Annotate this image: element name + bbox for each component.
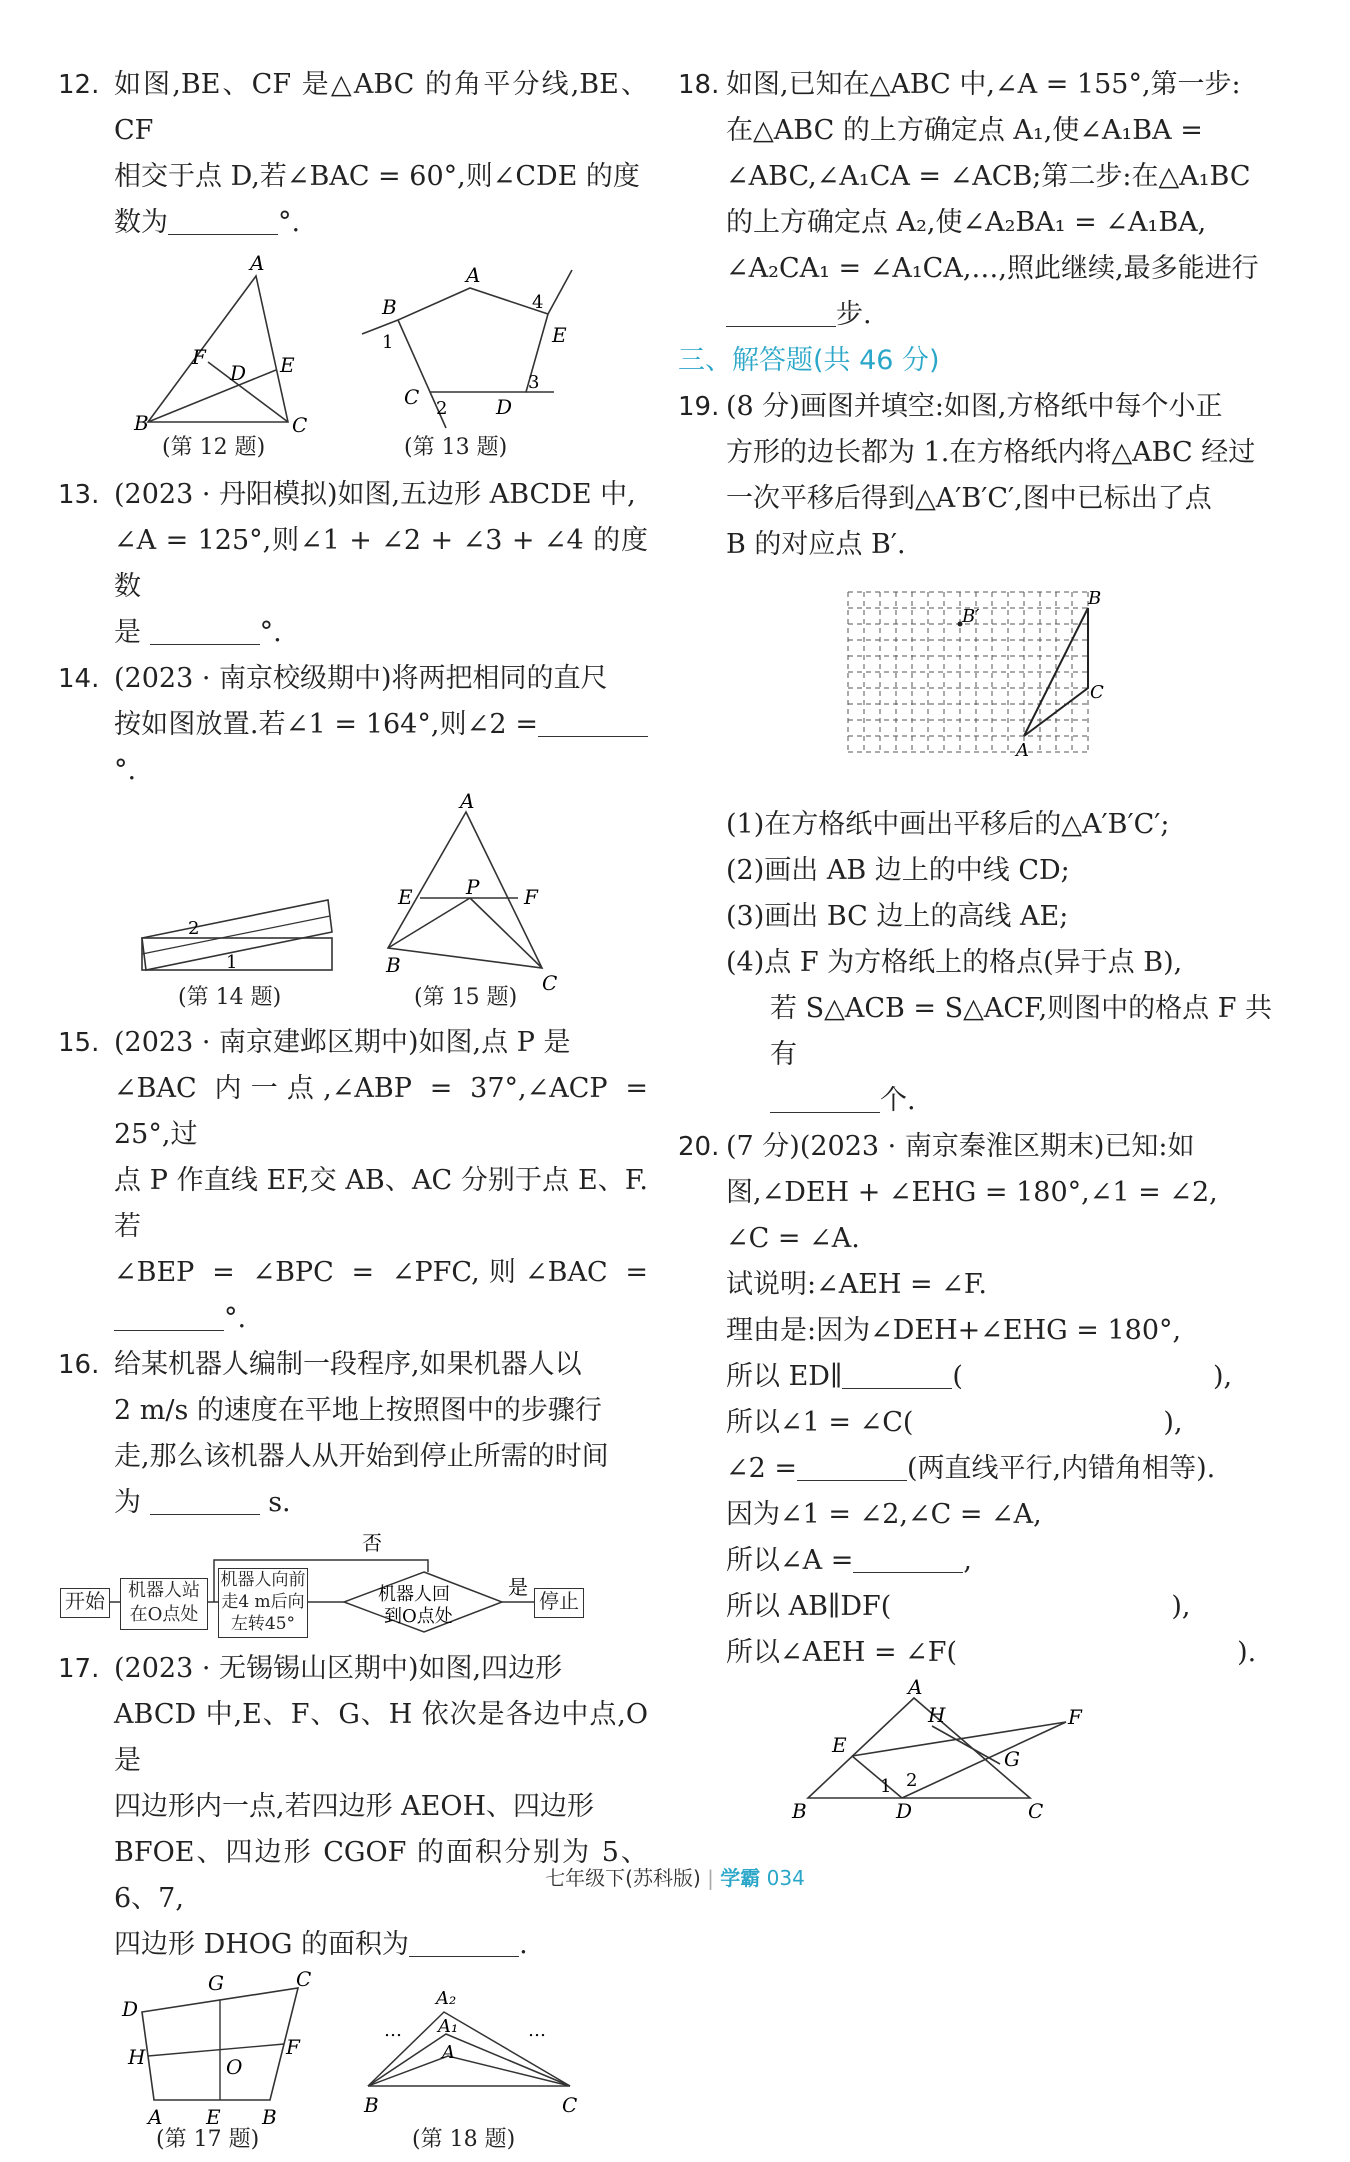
answer-blank[interactable]	[150, 1488, 260, 1515]
question-number: 13.	[58, 480, 100, 510]
question-text: 按如图放置.若∠1 = 164°,则∠2 =	[114, 709, 538, 740]
grade-label: 七年级下(苏科版)	[545, 1866, 701, 1890]
point-label: A	[460, 789, 475, 813]
figure-caption: (第 15 题)	[414, 985, 518, 1010]
figure-caption: (第 13 题)	[404, 435, 508, 460]
question-text: ∠ABC,∠A₁CA = ∠ACB;第二步:在△A₁BC	[726, 161, 1251, 192]
question-text: 的上方确定点 A₂,使∠A₂BA₁ = ∠A₁BA,	[726, 207, 1207, 238]
question-text: ),	[1163, 1407, 1183, 1438]
point-label: E	[280, 353, 295, 377]
question-19-parts	[678, 802, 1278, 1124]
point-label: F	[1068, 1705, 1082, 1729]
question-text: (两直线平行,内错角相等).	[907, 1453, 1216, 1484]
question-text: °.	[114, 755, 137, 786]
question-number: 12.	[58, 70, 100, 100]
question-text: 走,那么该机器人从开始到停止所需的时间	[114, 1441, 609, 1472]
question-text: 理由是:因为∠DEH+∠EHG = 180°,	[726, 1315, 1182, 1346]
question-text: 给某机器人编制一段程序,如果机器人以	[114, 1349, 582, 1380]
question-text: 是	[114, 617, 141, 648]
answer-blank[interactable]	[538, 710, 648, 737]
point-label: C	[1028, 1799, 1044, 1823]
point-label: E	[398, 885, 413, 909]
ellipsis-label: …	[528, 2020, 546, 2041]
reason-blank[interactable]	[891, 1593, 1171, 1619]
figure-caption: (第 18 题)	[412, 2127, 516, 2152]
point-label: B	[262, 2105, 277, 2129]
point-label: B	[364, 2093, 379, 2117]
question-text: 相交于点 D,若∠BAC = 60°,则∠CDE 的度	[114, 161, 640, 192]
question-number: 17.	[58, 1654, 100, 1684]
question-text: 所以 AB∥DF(	[726, 1591, 892, 1622]
question-text: BFOE、四边形 CGOF 的面积分别为 5、6、7,	[114, 1837, 648, 1914]
question-text: ABCD 中,E、F、G、H 依次是各边中点,O 是	[114, 1699, 648, 1776]
answer-blank[interactable]	[770, 1086, 880, 1113]
point-label: F	[524, 885, 538, 909]
answer-blank[interactable]	[842, 1362, 952, 1389]
question-text: °.	[224, 1303, 247, 1334]
flow-step-2: 机器人向前走4 m后向左转45°	[218, 1568, 308, 1638]
sub-question: 若 S△ACB = S△ACF,则图中的格点 F 共有	[770, 993, 1273, 1070]
question-text: 一次平移后得到△A′B′C′,图中已标出了点	[726, 483, 1212, 514]
reason-blank[interactable]	[913, 1409, 1163, 1435]
question-text: (	[952, 1361, 963, 1392]
left-column	[58, 62, 648, 2162]
question-text: 所以 ED∥	[726, 1361, 843, 1392]
angle-label: 4	[532, 292, 544, 313]
answer-blank[interactable]	[150, 618, 260, 645]
figure-17-18-diagram	[58, 1967, 648, 2129]
question-text: s.	[268, 1487, 291, 1518]
question-text: 为	[114, 1487, 141, 1518]
question-text: B 的对应点 B′.	[726, 529, 906, 560]
figures-12-13	[58, 252, 648, 464]
point-label: C	[562, 2093, 578, 2117]
question-text: ∠BEP = ∠BPC = ∠PFC,则∠BAC =	[114, 1257, 648, 1288]
reason-blank[interactable]	[963, 1363, 1213, 1389]
sub-question: (2)画出 AB 边上的中线 CD;	[726, 855, 1070, 886]
answer-blank[interactable]	[797, 1454, 907, 1481]
question-text: 所以∠AEH = ∠F(	[726, 1637, 958, 1668]
flowchart	[58, 1532, 648, 1638]
point-label: D	[496, 395, 513, 419]
figure-caption: (第 17 题)	[156, 2127, 260, 2152]
figure-20-diagram	[678, 1675, 1278, 1832]
point-label: E	[206, 2105, 221, 2129]
answer-blank[interactable]	[409, 1930, 519, 1957]
question-text: ∠A = 125°,则∠1 + ∠2 + ∠3 + ∠4 的度数	[114, 525, 648, 602]
question-text: °.	[259, 617, 282, 648]
question-text: 图,∠DEH + ∠EHG = 180°,∠1 = ∠2,	[726, 1177, 1218, 1208]
answer-blank[interactable]	[853, 1546, 963, 1573]
right-column	[678, 62, 1278, 1840]
angle-label: 2	[436, 398, 448, 419]
point-label: E	[552, 323, 567, 347]
sub-question: (3)画出 BC 边上的高线 AE;	[726, 901, 1069, 932]
figure-caption: (第 14 题)	[178, 985, 282, 1010]
question-text: (2023 · 南京建邺区期中)如图,点 P 是	[114, 1027, 571, 1058]
question-number: 15.	[58, 1028, 100, 1058]
question-text: 步.	[836, 299, 872, 330]
figure-20	[678, 1675, 1278, 1832]
point-label: B′	[962, 606, 980, 627]
figures-17-18	[58, 1967, 648, 2154]
point-label: G	[208, 1971, 224, 1995]
question-text: 如图,已知在△ABC 中,∠A = 155°,第一步:	[726, 69, 1241, 100]
flow-stop: 停止	[534, 1588, 584, 1618]
point-label: D	[896, 1799, 913, 1823]
page-number: 034	[766, 1866, 805, 1890]
question-text: 四边形内一点,若四边形 AEOH、四边形	[114, 1791, 595, 1822]
point-label: P	[466, 875, 480, 899]
figure-14-15-diagram	[58, 789, 648, 995]
figures-14-15	[58, 789, 648, 1012]
angle-label: 1	[226, 952, 238, 973]
grid-figure-19	[678, 574, 1278, 794]
flow-label-no: 否	[362, 1531, 382, 1555]
question-text: 点 P 作直线 EF,交 AB、AC 分别于点 E、F.若	[114, 1165, 648, 1242]
question-19	[678, 384, 1278, 568]
question-text: ∠2 =	[726, 1453, 798, 1484]
point-label: A₂	[436, 1988, 457, 2009]
point-label: C	[1090, 682, 1104, 703]
point-label: C	[296, 1967, 312, 1991]
ellipsis-label: …	[384, 2020, 402, 2041]
figure-12-diagram	[58, 251, 648, 437]
flow-step-1: 机器人站在O点处	[120, 1578, 208, 1630]
answer-blank[interactable]	[168, 208, 278, 235]
page-footer: 七年级下(苏科版) | 学霸 034	[545, 1866, 805, 1890]
question-text: (2023 · 丹阳模拟)如图,五边形 ABCDE 中,	[114, 479, 636, 510]
question-text: ),	[1212, 1361, 1233, 1392]
point-label: B	[386, 953, 401, 977]
question-text: 试说明:∠AEH = ∠F.	[726, 1269, 987, 1300]
point-label: F	[286, 2035, 300, 2059]
flow-condition: 到O点处	[384, 1606, 453, 1627]
point-label: B	[382, 295, 397, 319]
question-17	[58, 1646, 648, 1968]
point-label: F	[192, 345, 206, 369]
question-16	[58, 1342, 648, 1526]
question-text: 在△ABC 的上方确定点 A₁,使∠A₁BA =	[726, 115, 1203, 146]
brand-logo: 学霸	[720, 1866, 761, 1890]
point-label: A	[148, 2105, 163, 2129]
question-text: 个.	[880, 1085, 916, 1116]
point-label: D	[230, 361, 247, 385]
sub-question: (1)在方格纸中画出平移后的△A′B′C′;	[726, 809, 1170, 840]
question-text: °.	[278, 207, 301, 238]
question-text: (8 分)画图并填空:如图,方格纸中每个小正	[726, 391, 1223, 422]
question-text: 因为∠1 = ∠2,∠C = ∠A,	[726, 1499, 1042, 1530]
reason-blank[interactable]	[957, 1639, 1237, 1665]
question-text: 数为	[114, 207, 168, 238]
question-text: 如图,BE、CF 是△ABC 的角平分线,BE、CF	[114, 69, 648, 146]
point-label: A	[442, 2042, 455, 2063]
flow-label-yes: 是	[508, 1575, 528, 1599]
question-text: ),	[1171, 1591, 1191, 1622]
angle-label: 1	[382, 332, 394, 353]
question-text: 方形的边长都为 1.在方格纸内将△ABC 经过	[726, 437, 1256, 468]
point-label: A	[466, 263, 481, 287]
question-number: 20.	[678, 1132, 720, 1162]
sub-question: (4)点 F 为方格纸上的格点(异于点 B),	[726, 947, 1183, 978]
point-label: C	[292, 413, 308, 437]
point-label: D	[122, 1997, 139, 2021]
point-label: A	[908, 1675, 923, 1699]
question-text: 所以∠A =	[726, 1545, 854, 1576]
answer-blank[interactable]	[114, 1304, 224, 1331]
point-label: A	[250, 251, 265, 275]
angle-label: 2	[906, 1770, 918, 1791]
point-label: H	[928, 1703, 946, 1727]
angle-label: 1	[880, 1776, 892, 1797]
question-text: 四边形 DHOG 的面积为	[114, 1929, 410, 1960]
angle-label: 3	[528, 372, 540, 393]
question-text: ).	[1237, 1637, 1257, 1668]
question-text: ∠A₂CA₁ = ∠A₁CA,…,照此继续,最多能进行	[726, 253, 1259, 284]
question-13	[58, 472, 648, 656]
point-label: G	[1004, 1747, 1020, 1771]
point-label: O	[226, 2055, 243, 2079]
answer-blank[interactable]	[726, 300, 836, 327]
question-text: ∠C = ∠A.	[726, 1223, 860, 1254]
question-text: 所以∠1 = ∠C(	[726, 1407, 914, 1438]
question-14	[58, 656, 648, 794]
question-text: .	[519, 1929, 528, 1960]
point-label: B	[1088, 588, 1102, 609]
question-number: 16.	[58, 1350, 100, 1380]
flow-start: 开始	[60, 1588, 110, 1618]
question-text: (2023 · 南京校级期中)将两把相同的直尺	[114, 663, 608, 694]
question-18	[678, 62, 1278, 338]
question-15	[58, 1020, 648, 1342]
question-number: 19.	[678, 392, 720, 422]
point-label: H	[128, 2045, 146, 2069]
grid-diagram	[678, 580, 1278, 792]
point-label: B	[134, 411, 149, 435]
question-text: (7 分)(2023 · 南京秦淮区期末)已知:如	[726, 1131, 1195, 1162]
question-text: ∠BAC 内一点,∠ABP = 37°,∠ACP = 25°,过	[114, 1073, 648, 1150]
point-label: A	[1016, 740, 1029, 761]
figure-caption: (第 12 题)	[162, 435, 266, 460]
point-label: C	[404, 385, 420, 409]
point-label: E	[832, 1733, 847, 1757]
question-number: 18.	[678, 70, 720, 100]
question-number: 14.	[58, 664, 100, 694]
section-heading: 三、解答题(共 46 分)	[678, 345, 940, 376]
question-12	[58, 62, 648, 246]
question-20	[678, 1124, 1278, 1676]
question-text: (2023 · 无锡锡山区期中)如图,四边形	[114, 1653, 563, 1684]
point-label: A₁	[438, 2016, 459, 2037]
angle-label: 2	[188, 918, 200, 939]
point-label: C	[542, 971, 558, 995]
point-label: B	[792, 1799, 807, 1823]
flow-condition: 机器人回	[378, 1584, 450, 1605]
question-text: 2 m/s 的速度在平地上按照图中的步骤行	[114, 1395, 602, 1426]
question-text: ,	[963, 1545, 972, 1576]
